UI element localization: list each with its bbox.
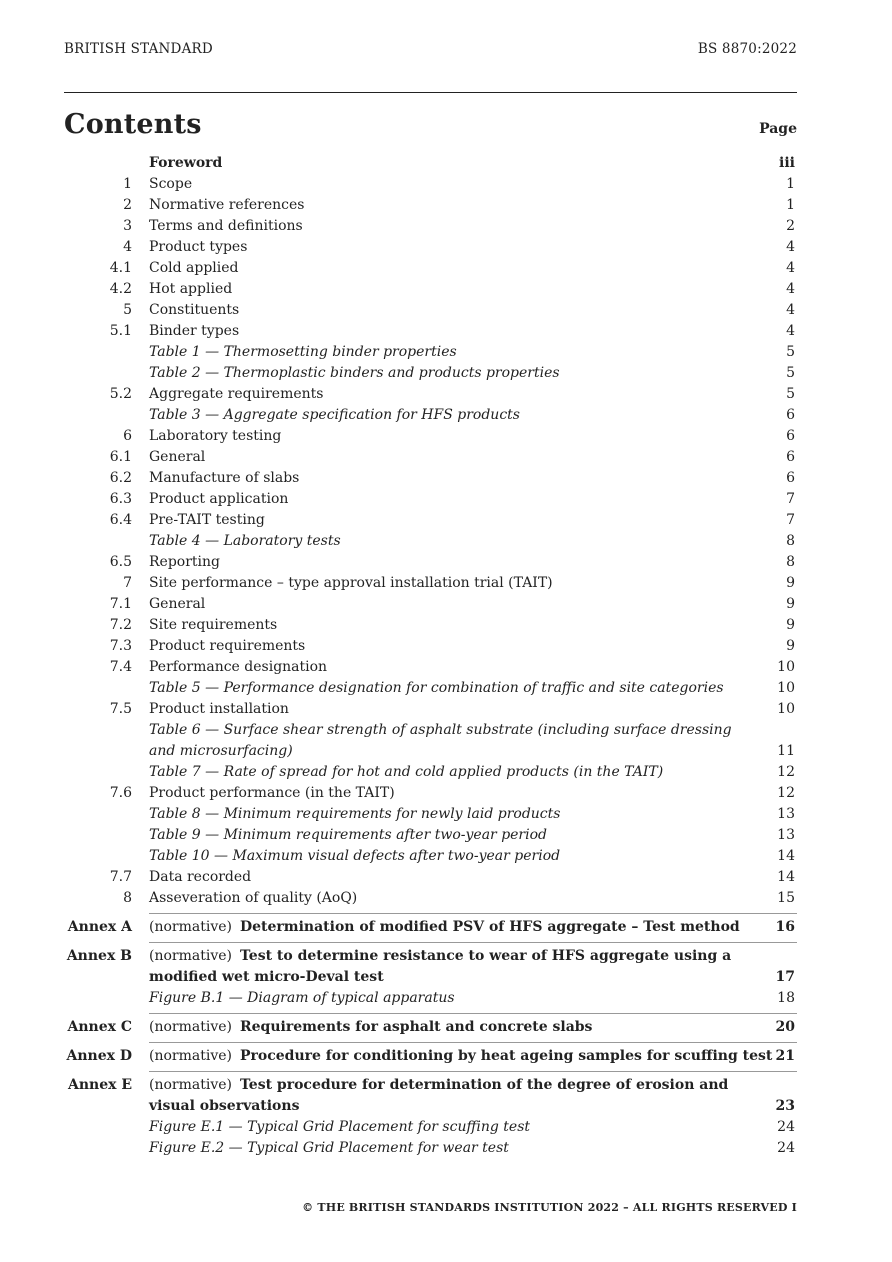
toc-entry-page: 4 bbox=[786, 260, 795, 276]
toc-entry-page: 6 bbox=[786, 470, 795, 486]
toc-entry-page: 14 bbox=[777, 869, 795, 885]
toc-figure-entry[interactable] bbox=[64, 988, 797, 1009]
toc-entry-number: 5 bbox=[123, 302, 132, 318]
toc-entry-page: 13 bbox=[777, 806, 795, 822]
toc-entry-title[interactable]: Site performance – type approval installation trial (TAIT) bbox=[149, 575, 553, 591]
toc-entry-page: 4 bbox=[786, 281, 795, 297]
toc-entry-number: 6.5 bbox=[109, 554, 132, 570]
toc-entry-page: 7 bbox=[786, 491, 795, 507]
figure-page: 24 bbox=[777, 1119, 795, 1135]
toc-entry-title[interactable]: Table 1 — Thermosetting binder properties bbox=[149, 344, 457, 360]
toc-entry-page: 6 bbox=[786, 407, 795, 423]
toc-entry-title[interactable]: Pre-TAIT testing bbox=[149, 512, 265, 528]
toc-entry-number: 4.2 bbox=[109, 281, 132, 297]
annex-kind: (normative) bbox=[149, 948, 232, 964]
toc-entry-title[interactable]: Terms and definitions bbox=[149, 218, 303, 234]
toc-entry[interactable] bbox=[64, 783, 797, 804]
toc-entry-page: iii bbox=[779, 155, 795, 171]
toc-entry-title[interactable]: Table 5 — Performance designation for combination of traffic and site categories bbox=[149, 680, 724, 696]
toc-entry[interactable] bbox=[64, 426, 797, 447]
toc-entry-number: 7.7 bbox=[109, 869, 132, 885]
toc-entry-page: 4 bbox=[786, 302, 795, 318]
annex-title-block[interactable] bbox=[149, 946, 745, 988]
annex-label: Annex D bbox=[66, 1048, 132, 1064]
toc-entry-title[interactable]: General bbox=[149, 449, 206, 465]
toc-entry-page: 7 bbox=[786, 512, 795, 528]
toc-entry[interactable] bbox=[64, 447, 797, 468]
toc-entry-title[interactable]: Product performance (in the TAIT) bbox=[149, 785, 395, 801]
toc-entry-title[interactable]: Constituents bbox=[149, 302, 240, 318]
toc-entry[interactable] bbox=[64, 804, 797, 825]
toc-entry-title[interactable]: Asseveration of quality (AoQ) bbox=[149, 890, 358, 906]
toc-entry[interactable] bbox=[64, 531, 797, 552]
toc-entry-title[interactable]: Reporting bbox=[149, 554, 220, 570]
toc-entry-title[interactable]: Foreword bbox=[149, 155, 223, 171]
toc-entry-page: 10 bbox=[777, 701, 795, 717]
toc-entry[interactable] bbox=[64, 321, 797, 342]
annex-page: 21 bbox=[775, 1048, 795, 1064]
toc-entry-number: 1 bbox=[123, 176, 132, 192]
toc-entry[interactable] bbox=[64, 678, 797, 699]
toc-entry-page: 8 bbox=[786, 533, 795, 549]
toc-entry-page: 14 bbox=[777, 848, 795, 864]
toc-entry-title[interactable]: Table 2 — Thermoplastic binders and products properties bbox=[149, 365, 560, 381]
toc-entry-title[interactable]: Normative references bbox=[149, 197, 305, 213]
toc-entry-title[interactable]: Manufacture of slabs bbox=[149, 470, 300, 486]
annex-kind: (normative) bbox=[149, 1077, 232, 1093]
toc-entry[interactable] bbox=[64, 699, 797, 720]
toc-entry-title[interactable]: Product application bbox=[149, 491, 289, 507]
toc-entry[interactable] bbox=[64, 195, 797, 216]
toc-entry-number: 7.1 bbox=[109, 596, 132, 612]
toc-entry-page: 9 bbox=[786, 638, 795, 654]
toc-entry[interactable] bbox=[64, 174, 797, 195]
toc-annex-entry[interactable] bbox=[64, 1075, 797, 1117]
toc-entry-title[interactable]: Table 7 — Rate of spread for hot and cold applied products (in the TAIT) bbox=[149, 764, 664, 780]
toc-annex-entry[interactable] bbox=[64, 1046, 797, 1067]
toc-entry-title[interactable]: Table 8 — Minimum requirements for newly laid products bbox=[149, 806, 561, 822]
toc-entry-title[interactable]: Data recorded bbox=[149, 869, 252, 885]
toc-entry[interactable] bbox=[64, 888, 797, 909]
toc-entry-number: 6.1 bbox=[109, 449, 132, 465]
annex-label: Annex E bbox=[67, 1077, 132, 1093]
figure-title[interactable]: Figure B.1 — Diagram of typical apparatus bbox=[149, 990, 455, 1006]
toc-entry-page: 4 bbox=[786, 323, 795, 339]
annex-page: 20 bbox=[775, 1019, 795, 1035]
toc-entry-title[interactable]: Table 9 — Minimum requirements after two-year period bbox=[149, 827, 547, 843]
annex-title-block[interactable] bbox=[149, 1075, 745, 1117]
toc-entry-page: 1 bbox=[786, 176, 795, 192]
toc-entry-page: 15 bbox=[777, 890, 795, 906]
toc-entry-number: 7 bbox=[123, 575, 132, 591]
toc-entry-number: 6.3 bbox=[109, 491, 132, 507]
toc-entry[interactable] bbox=[64, 594, 797, 615]
header-standard-number: BS 8870:2022 bbox=[697, 41, 797, 57]
toc-entry-number: 3 bbox=[123, 218, 132, 234]
toc-entry[interactable] bbox=[64, 552, 797, 573]
annex-page: 23 bbox=[775, 1098, 795, 1114]
toc-entry-number: 7.5 bbox=[109, 701, 132, 717]
toc-entry-page: 11 bbox=[777, 743, 795, 759]
toc-entry-title[interactable]: Laboratory testing bbox=[149, 428, 282, 444]
toc-entry-number: 7.2 bbox=[109, 617, 132, 633]
annex-title[interactable]: Procedure for conditioning by heat ageing samples for scuffing test bbox=[239, 1048, 773, 1064]
toc-entry[interactable] bbox=[64, 615, 797, 636]
toc-entry[interactable] bbox=[64, 846, 797, 867]
toc-entry[interactable] bbox=[64, 867, 797, 888]
toc-entry[interactable] bbox=[64, 573, 797, 594]
annex-kind: (normative) bbox=[149, 1019, 232, 1035]
annex-label: Annex B bbox=[66, 948, 132, 964]
toc-entry-title[interactable]: Table 4 — Laboratory tests bbox=[149, 533, 341, 549]
header-standard-label: BRITISH STANDARD bbox=[64, 41, 213, 57]
toc-entry-number: 4.1 bbox=[109, 260, 132, 276]
header-rule bbox=[64, 92, 797, 93]
toc-figure-entry[interactable] bbox=[64, 1117, 797, 1138]
annex-title[interactable]: Determination of modified PSV of HFS aggregate – Test method bbox=[239, 919, 740, 935]
toc-entry[interactable] bbox=[64, 468, 797, 489]
toc-entry[interactable] bbox=[64, 384, 797, 405]
toc-entry[interactable] bbox=[64, 153, 797, 174]
toc-entry-title[interactable]: General bbox=[149, 596, 206, 612]
toc-entry-page: 8 bbox=[786, 554, 795, 570]
toc-entry[interactable] bbox=[64, 300, 797, 321]
toc-annex-entry[interactable] bbox=[64, 946, 797, 988]
toc-entry-title[interactable]: Performance designation bbox=[149, 659, 328, 675]
toc-entry-page: 5 bbox=[786, 344, 795, 360]
toc-entry[interactable] bbox=[64, 720, 797, 762]
toc-entry-number: 2 bbox=[123, 197, 132, 213]
toc-entry-number: 5.2 bbox=[109, 386, 132, 402]
annex-page: 16 bbox=[775, 919, 795, 935]
toc-entry-number: 5.1 bbox=[109, 323, 132, 339]
toc-entry-page: 9 bbox=[786, 617, 795, 633]
toc-entry[interactable] bbox=[64, 237, 797, 258]
toc-entry-page: 10 bbox=[777, 680, 795, 696]
annex-divider bbox=[149, 1013, 797, 1014]
toc-entry[interactable] bbox=[64, 279, 797, 300]
toc-entry-title[interactable]: Site requirements bbox=[149, 617, 278, 633]
toc-entry-number: 4 bbox=[123, 239, 132, 255]
toc-entry-page: 2 bbox=[786, 218, 795, 234]
toc-entry-title[interactable]: Table 10 — Maximum visual defects after two-year period bbox=[149, 848, 561, 864]
annex-kind: (normative) bbox=[149, 1048, 232, 1064]
annex-title[interactable]: Test to determine resistance to wear of HFS aggregate using a modified wet micro-Deval test bbox=[149, 948, 732, 985]
page-header bbox=[64, 41, 797, 61]
toc-entry-title[interactable]: Cold applied bbox=[149, 260, 239, 276]
annex-title[interactable]: Requirements for asphalt and concrete slabs bbox=[239, 1019, 593, 1035]
page-title: Contents bbox=[64, 109, 202, 140]
toc-entry[interactable] bbox=[64, 216, 797, 237]
toc-entry-page: 12 bbox=[777, 785, 795, 801]
toc-entry-page: 5 bbox=[786, 386, 795, 402]
toc-entry[interactable] bbox=[64, 405, 797, 426]
toc-entry[interactable] bbox=[64, 258, 797, 279]
toc-entry-title[interactable]: Hot applied bbox=[149, 281, 233, 297]
toc-entry-number: 6.2 bbox=[109, 470, 132, 486]
toc-entry[interactable] bbox=[64, 636, 797, 657]
toc-entry-page: 9 bbox=[786, 596, 795, 612]
page-column-label: Page bbox=[759, 121, 797, 137]
toc-entry-title[interactable]: Table 6 — Surface shear strength of asphalt substrate (including surface dressing and microsurfacing) bbox=[149, 722, 732, 759]
toc-entry-title[interactable]: Table 3 — Aggregate specification for HFS products bbox=[149, 407, 520, 423]
toc-figure-entry[interactable] bbox=[64, 1138, 797, 1159]
figure-title[interactable]: Figure E.1 — Typical Grid Placement for scuffing test bbox=[149, 1119, 531, 1135]
toc-entry-number: 8 bbox=[123, 890, 132, 906]
annex-kind: (normative) bbox=[149, 919, 232, 935]
toc-entry-title[interactable]: Product types bbox=[149, 239, 248, 255]
toc-entry-title[interactable]: Product requirements bbox=[149, 638, 306, 654]
toc-entry[interactable] bbox=[64, 762, 797, 783]
toc-entry[interactable] bbox=[64, 342, 797, 363]
toc-entry-page: 10 bbox=[777, 659, 795, 675]
toc-entry[interactable] bbox=[64, 489, 797, 510]
toc-entry-page: 4 bbox=[786, 239, 795, 255]
annex-title-block[interactable] bbox=[149, 917, 745, 938]
toc-entry[interactable] bbox=[64, 825, 797, 846]
toc-entry[interactable] bbox=[64, 657, 797, 678]
annex-divider bbox=[149, 942, 797, 943]
toc-entry-number: 6.4 bbox=[109, 512, 132, 528]
toc-annex-entry[interactable] bbox=[64, 917, 797, 938]
annex-label: Annex A bbox=[67, 919, 132, 935]
copyright-footer: © THE BRITISH STANDARDS INSTITUTION 2022 – ALL RIGHTS RESERVED I bbox=[302, 1201, 797, 1214]
toc-entry-number: 7.3 bbox=[109, 638, 132, 654]
table-of-contents bbox=[64, 153, 797, 1159]
toc-entry-number: 6 bbox=[123, 428, 132, 444]
annex-label: Annex C bbox=[67, 1019, 132, 1035]
figure-page: 24 bbox=[777, 1140, 795, 1156]
toc-entry-page: 12 bbox=[777, 764, 795, 780]
toc-entry[interactable] bbox=[64, 363, 797, 384]
figure-title[interactable]: Figure E.2 — Typical Grid Placement for wear test bbox=[149, 1140, 509, 1156]
annex-title-block[interactable] bbox=[149, 1017, 745, 1038]
toc-entry-page: 5 bbox=[786, 365, 795, 381]
annex-divider bbox=[149, 1071, 797, 1072]
toc-entry-number: 7.4 bbox=[109, 659, 132, 675]
toc-entry-number: 7.6 bbox=[109, 785, 132, 801]
toc-entry-title[interactable]: Product installation bbox=[149, 701, 289, 717]
toc-entry-page: 6 bbox=[786, 428, 795, 444]
toc-entry-title[interactable]: Aggregate requirements bbox=[149, 386, 324, 402]
toc-entry-title[interactable]: Scope bbox=[149, 176, 193, 192]
annex-divider bbox=[149, 913, 797, 914]
figure-page: 18 bbox=[777, 990, 795, 1006]
annex-page: 17 bbox=[775, 969, 795, 985]
toc-entry[interactable] bbox=[64, 510, 797, 531]
toc-entry-title[interactable]: Binder types bbox=[149, 323, 240, 339]
toc-entry-page: 13 bbox=[777, 827, 795, 843]
annex-title[interactable]: Test procedure for determination of the degree of erosion and visual observations bbox=[149, 1077, 729, 1114]
toc-entry-page: 9 bbox=[786, 575, 795, 591]
toc-annex-entry[interactable] bbox=[64, 1017, 797, 1038]
toc-entry-page: 6 bbox=[786, 449, 795, 465]
toc-entry-page: 1 bbox=[786, 197, 795, 213]
annex-title-block[interactable] bbox=[149, 1046, 773, 1067]
annex-divider bbox=[149, 1042, 797, 1043]
